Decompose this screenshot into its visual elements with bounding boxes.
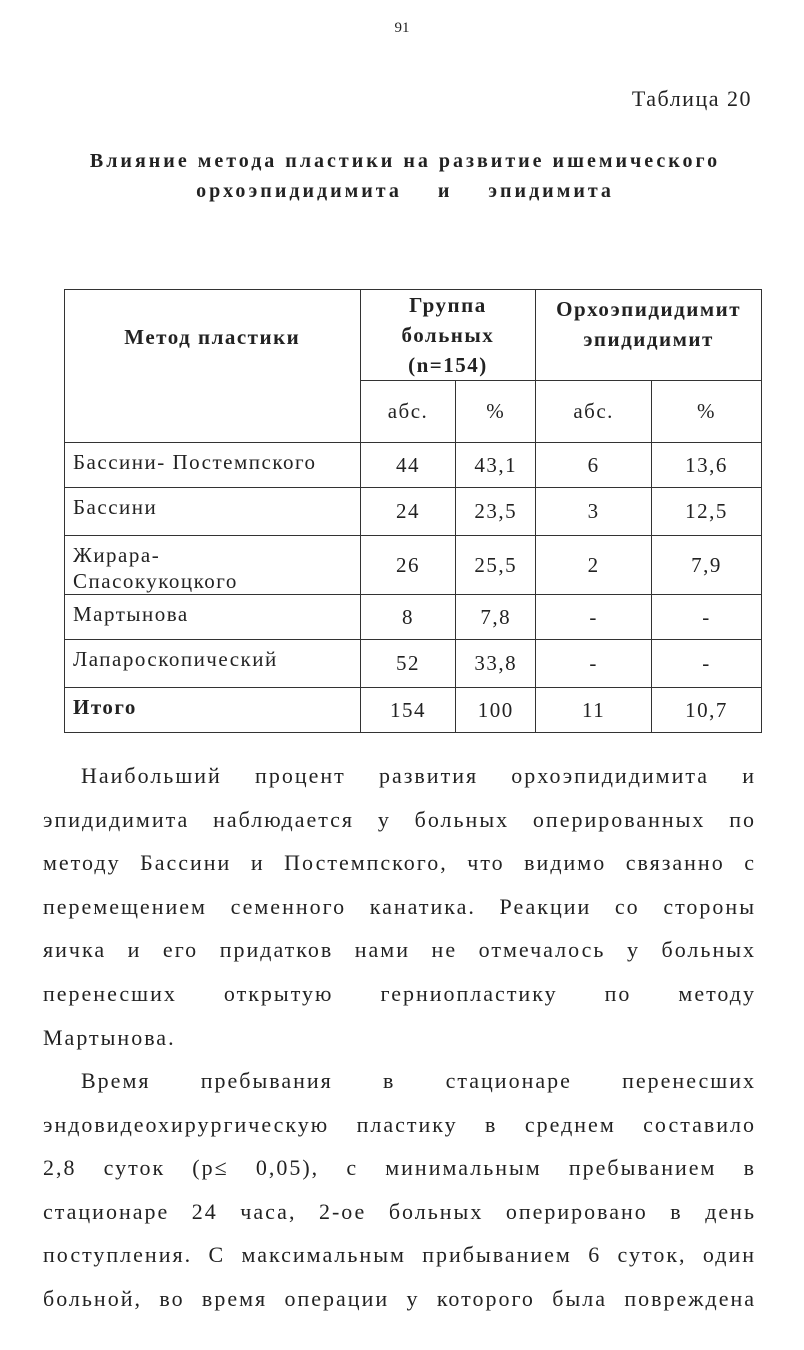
- header-orch: [536, 290, 762, 381]
- paragraph-line: перемещением семенного канатика. Реакции со стороны: [43, 893, 756, 919]
- row-orch-pct: 7,9: [652, 536, 762, 595]
- header-group-line-3: (n=154): [408, 353, 488, 377]
- row-method: Мартынова: [65, 595, 361, 640]
- row-orch-abs: 6: [536, 443, 652, 488]
- page-number: 91: [394, 20, 410, 36]
- title-line-1: Влияние метода пластики на развитие ишемического: [89, 150, 721, 172]
- row-orch-pct: 10,7: [652, 688, 762, 733]
- row-orch-abs: -: [536, 640, 652, 688]
- header-group-line-2: больных: [401, 323, 495, 347]
- paragraph-line: эпидидимита наблюдается у больных оперированных по: [43, 806, 756, 832]
- subheader-orch-abs: абс.: [536, 381, 652, 443]
- row-group-pct: 100: [456, 688, 536, 733]
- row-group-abs: 52: [360, 640, 456, 688]
- table-label: Таблица 20: [631, 86, 752, 111]
- paragraph-line: поступления. С максимальным прибыванием 6 суток, один: [43, 1242, 756, 1268]
- paragraph-line: эндовидеохирургическую пластику в среднем составило: [43, 1111, 756, 1137]
- row-orch-abs: -: [536, 595, 652, 640]
- title-line-2: орхоэпидидимита и эпидимита: [196, 180, 614, 202]
- table-row-total: [65, 688, 762, 733]
- row-method: Лапароскопический: [65, 640, 361, 688]
- header-row: [65, 290, 762, 381]
- paragraph-line: перенесших открытую герниопластику по методу: [43, 980, 756, 1006]
- header-method: Метод пластики: [65, 290, 361, 443]
- row-orch-pct: -: [652, 595, 762, 640]
- row-group-abs: 26: [360, 536, 456, 595]
- row-group-pct: 33,8: [456, 640, 536, 688]
- paragraph-line: стационаре 24 часа, 2-ое больных оперировано в день: [43, 1198, 756, 1224]
- paragraph-line: Наибольший процент развития орхоэпидидимита и: [81, 763, 756, 788]
- paragraph-line: методу Бассини и Постемпского, что видимо связанно с: [43, 850, 756, 876]
- data-table: [64, 289, 762, 733]
- paragraph-1: [43, 754, 756, 1059]
- paragraph-line: 2,8 суток (p≤ 0,05), с минимальным пребыванием в: [43, 1155, 756, 1181]
- row-orch-abs: 2: [536, 536, 652, 595]
- row-orch-abs: 11: [536, 688, 652, 733]
- row-method: Бассини: [65, 488, 361, 536]
- row-orch-pct: 12,5: [652, 488, 762, 536]
- subheader-orch-pct: %: [652, 381, 762, 443]
- row-orch-pct: -: [652, 640, 762, 688]
- row-group-pct: 25,5: [456, 536, 536, 595]
- subheader-group-pct: %: [456, 381, 536, 443]
- row-orch-pct: 13,6: [652, 443, 762, 488]
- header-group: [360, 290, 536, 381]
- row-group-pct: 7,8: [456, 595, 536, 640]
- table-row: [65, 488, 762, 536]
- row-group-pct: 43,1: [456, 443, 536, 488]
- header-orch-line-1: Орхоэпидидимит: [556, 297, 742, 321]
- row-method: Итого: [65, 688, 361, 733]
- row-method-line-2: Спасокукоцкого: [73, 569, 238, 593]
- row-group-abs: 154: [360, 688, 456, 733]
- row-group-abs: 8: [360, 595, 456, 640]
- row-method: Бассини- Постемпского: [65, 443, 361, 488]
- paragraph-line: яичка и его придатков нами не отмечалось у больных: [43, 937, 756, 963]
- row-group-abs: 24: [360, 488, 456, 536]
- row-method: [65, 536, 361, 595]
- row-method-line-1: Жирара-: [73, 543, 161, 567]
- paragraph-line: больной, во время операции у которого была повреждена: [43, 1285, 756, 1311]
- table-row: [65, 595, 762, 640]
- paragraph-line: Время пребывания в стационаре перенесших: [81, 1068, 756, 1093]
- row-group-pct: 23,5: [456, 488, 536, 536]
- header-orch-line-2: эпидидимит: [583, 327, 714, 351]
- paragraph-line: Мартынова.: [43, 1024, 176, 1050]
- subheader-group-abs: абс.: [360, 381, 456, 443]
- row-orch-abs: 3: [536, 488, 652, 536]
- header-group-line-1: Группа: [409, 293, 487, 317]
- table-title: [40, 146, 770, 206]
- row-group-abs: 44: [360, 443, 456, 488]
- table-row: [65, 536, 762, 595]
- paragraph-2: [43, 1059, 756, 1321]
- table-row: [65, 640, 762, 688]
- table-row: [65, 443, 762, 488]
